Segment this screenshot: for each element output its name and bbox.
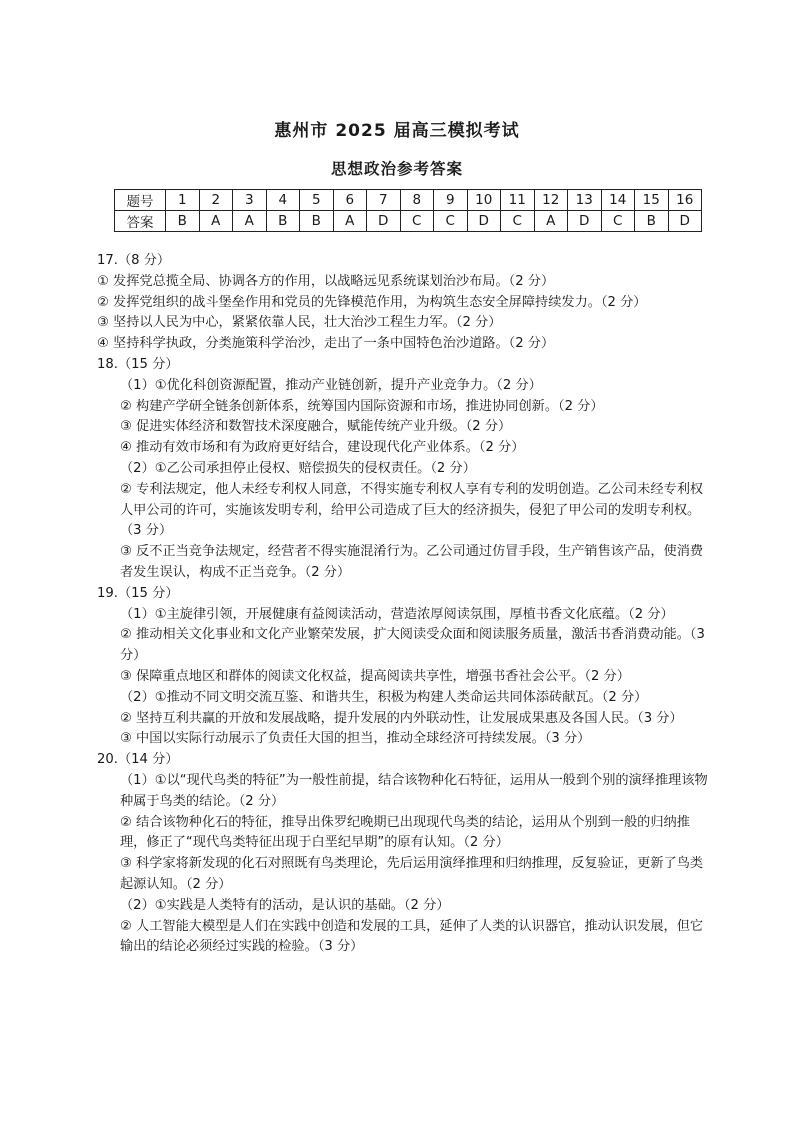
table-cell-number: 11 [501, 190, 535, 211]
table-cell-number: 12 [534, 190, 568, 211]
answer-point: （2）①推动不同文明交流互鉴、和谐共生，积极为构建人类命运共同体添砖献瓦。（2 分） [120, 689, 648, 705]
answer-point: （1）①优化科创资源配置，推动产业链创新，提升产业竞争力。（2 分） [120, 377, 542, 393]
answer-table [114, 189, 702, 232]
answer-point: ③ 中国以实际行动展示了负责任大国的担当，推动全球经济可持续发展。（3 分） [120, 731, 591, 747]
table-cell-number: 3 [233, 190, 267, 211]
table-cell-answer: A [333, 211, 367, 232]
question-heading: 17.（8 分） [97, 253, 171, 268]
answer-point: （2）①实践是人类特有的活动，是认识的基础。（2 分） [120, 897, 450, 913]
answer-point: ④ 推动有效市场和有为政府更好结合，建设现代化产业体系。（2 分） [120, 440, 525, 456]
answer-point: ② 发挥党组织的战斗堡垒作用和党员的先锋模范作用，为构筑生态安全屏障持续发力。（2 分） [97, 294, 647, 310]
answer-point: ② 推动相关文化事业和文化产业繁荣发展，扩大阅读受众面和阅读服务质量，激活书香消费动能。（3 分） [120, 627, 705, 664]
table-cell-answer: C [400, 211, 434, 232]
answer-point: ① 发挥党总揽全局、协调各方的作用，以战略远见系统谋划治沙布局。（2 分） [97, 273, 555, 289]
table-cell-number: 4 [266, 190, 300, 211]
table-cell-answer: D [467, 211, 501, 232]
answer-point: ③ 坚持以人民为中心，紧紧依靠人民，壮大治沙工程生力军。（2 分） [97, 315, 502, 331]
table-cell-number: 16 [668, 190, 702, 211]
table-cell-answer: D [367, 211, 401, 232]
page-subtitle: 思想政治参考答案 [330, 160, 463, 178]
answer-point: ② 坚持互利共赢的开放和发展战略，提升发展的内外联动性，让发展成果惠及各国人民。（3 分） [120, 710, 683, 726]
answer-body [97, 251, 709, 958]
table-cell-number: 5 [300, 190, 334, 211]
question-heading: 18.（15 分） [97, 356, 179, 372]
answer-point: （1）①以“现代鸟类的特征”为一般性前提，结合该物种化石特征，运用从一般到个别的演绎推理该物种属于鸟类的结论。（2 分） [120, 772, 708, 809]
table-row-answers [115, 211, 702, 232]
answer-point: ② 人工智能大模型是人们在实践中创造和发展的工具，延伸了人类的认识器官，推动认识发展，但它输出的结论必须经过实践的检验。（3 分） [120, 918, 704, 955]
table-cell-answer: C [601, 211, 635, 232]
table-cell-answer: B [300, 211, 334, 232]
table-cell-number: 1 [166, 190, 200, 211]
answer-point: ② 专利法规定，他人未经专利权人同意，不得实施专利权人享有专利的发明创造。乙公司未经专利权人甲公司的许可，实施该发明专利，给甲公司造成了巨大的经济损失，侵犯了甲公司的发明专利权。（3 分） [120, 481, 704, 539]
table-cell-number: 15 [635, 190, 669, 211]
question-heading: 19.（15 分） [97, 585, 179, 601]
answer-point: ③ 促进实体经济和数智技术深度融合，赋能传统产业升级。（2 分） [120, 419, 512, 435]
table-cell-answer: B [635, 211, 669, 232]
table-cell-number: 9 [434, 190, 468, 211]
answer-point: ② 结合该物种化石的特征，推导出侏罗纪晚期已出现现代鸟类的结论，运用从个别到一般的归纳推理，修正了“现代鸟类特征出现于白垩纪早期”的原有认知。（2 分） [120, 814, 690, 851]
table-cell-answer: C [434, 211, 468, 232]
table-cell-answer: A [534, 211, 568, 232]
table-cell-number: 8 [400, 190, 434, 211]
table-cell-answer: B [266, 211, 300, 232]
question-heading: 20.（14 分） [97, 752, 179, 768]
table-cell-number: 7 [367, 190, 401, 211]
table-cell-number: 2 [199, 190, 233, 211]
answer-point: ④ 坚持科学执政，分类施策科学治沙，走出了一条中国特色治沙道路。（2 分） [97, 336, 555, 352]
answer-point: ③ 科学家将新发现的化石对照既有鸟类理论，先后运用演绎推理和归纳推理，反复验证，更新了鸟类起源认知。（2 分） [120, 856, 704, 892]
table-cell-number: 14 [601, 190, 635, 211]
table-cell-answer: C [501, 211, 535, 232]
table-cell-answer: A [233, 211, 267, 232]
table-cell-answer: D [568, 211, 602, 232]
answer-point: ③ 反不正当竞争法规定，经营者不得实施混淆行为。乙公司通过仿冒手段，生产销售该产品，使消费者发生误认，构成不正当竞争。（2 分） [120, 544, 704, 580]
table-cell-answer: A [199, 211, 233, 232]
table-cell-answer: B [166, 211, 200, 232]
table-cell-number: 6 [333, 190, 367, 211]
table-row-numbers [115, 190, 702, 211]
table-cell-number: 10 [467, 190, 501, 211]
table-cell-number: 13 [568, 190, 602, 211]
table-row-label: 答案 [115, 211, 166, 232]
table-cell-answer: D [668, 211, 702, 232]
page-title: 惠州市 2025 届高三模拟考试 [274, 121, 520, 141]
answer-point: （1）①主旋律引领，开展健康有益阅读活动，营造浓厚阅读氛围，厚植书香文化底蕴。（2 分） [120, 606, 674, 622]
answer-point: ② 构建产学研全链条创新体系，统筹国内国际资源和市场，推进协同创新。（2 分） [120, 398, 604, 414]
answer-point: ③ 保障重点地区和群体的阅读文化权益，提高阅读共享性，增强书香社会公平。（2 分） [120, 668, 630, 684]
answer-point: （2）①乙公司承担停止侵权、赔偿损失的侵权责任。（2 分） [120, 460, 476, 476]
table-row-label: 题号 [115, 190, 166, 211]
